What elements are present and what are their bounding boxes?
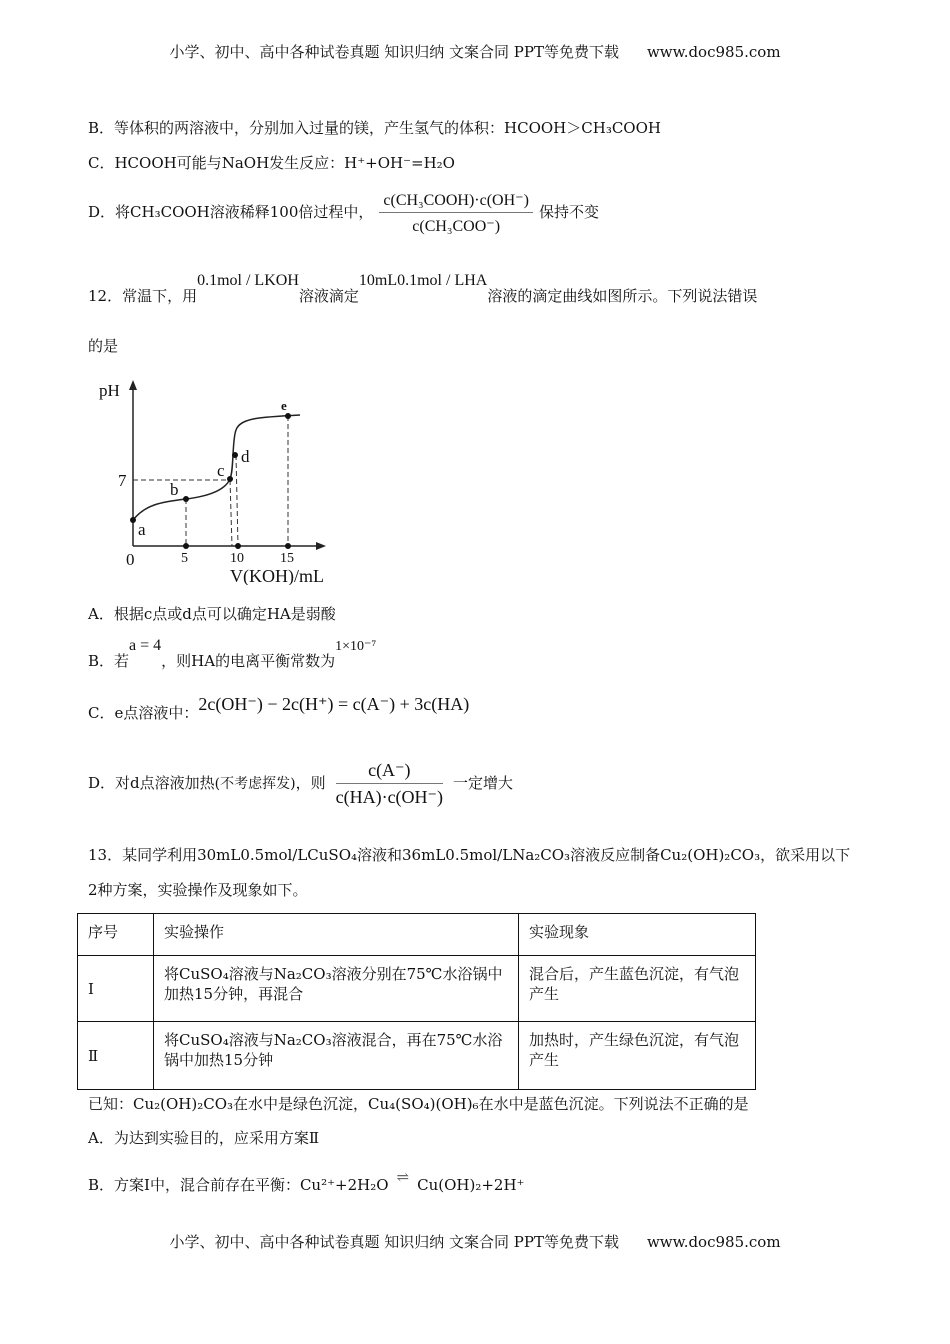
point-c xyxy=(227,476,233,482)
table-row xyxy=(78,1022,756,1090)
q12-d-paren: (不考虑挥发) xyxy=(214,776,296,792)
table-header-row xyxy=(78,914,756,956)
q13-stem-2: 2种方案，实验操作及现象如下。 xyxy=(88,881,308,899)
page-header xyxy=(0,41,950,62)
q13-option-a: A．为达到实验目的，应采用方案Ⅱ xyxy=(88,1129,320,1147)
q12-c-equation: 2c(OH⁻) − 2c(H⁺) = c(A⁻) + 3c(HA) xyxy=(198,694,470,714)
fraction-denominator: c(HA)·c(OH⁻) xyxy=(335,787,444,807)
table-cell: Ⅰ xyxy=(78,956,154,1022)
q12-text-1: 12．常温下，用 xyxy=(88,287,198,305)
q12-d-mid: ，则 xyxy=(295,774,326,792)
point-a xyxy=(130,517,136,523)
label-a: a xyxy=(138,520,146,539)
q11-d-suffix: 保持不变 xyxy=(538,203,599,221)
q12-option-b xyxy=(88,637,377,673)
q11-d-prefix: D．将CH₃COOH溶液稀释100倍过程中， xyxy=(88,203,374,221)
q11-d-fraction xyxy=(379,190,533,236)
y-axis-label: pH xyxy=(99,381,120,400)
q13-b-prefix: B．方案Ⅰ中，混合前存在平衡：Cu²⁺+2H₂O xyxy=(88,1176,389,1194)
x-tick-10: 10 xyxy=(230,551,244,566)
q12-stem xyxy=(88,272,758,307)
q12-b-prefix: B．若 xyxy=(88,652,130,670)
q12-b-math-1: a = 4 xyxy=(129,637,162,654)
q12-stem-2: 的是 xyxy=(88,337,119,355)
fraction-denominator: c(CH₃COO⁻) xyxy=(412,218,501,235)
footer-text: 小学、初中、高中各种试卷真题 知识归纳 文案合同 PPT等免费下载 xyxy=(169,1233,619,1251)
table-cell: 将CuSO₄溶液与Na₂CO₃溶液分别在75℃水浴锅中加热15分钟，再混合 xyxy=(154,956,519,1022)
q11-option-d xyxy=(88,190,599,236)
header-text: 小学、初中、高中各种试卷真题 知识归纳 文案合同 PPT等免费下载 xyxy=(169,43,619,61)
q13-known: 已知：Cu₂(OH)₂CO₃在水中是绿色沉淀，Cu₄(SO₄)(OH)₆在水中是蓝色沉淀。下列说法不正确的是 xyxy=(88,1095,749,1113)
table-cell: 混合后，产生蓝色沉淀，有气泡产生 xyxy=(519,956,756,1022)
q13-stem-1: 13．某同学利用30mL0.5mol/LCuSO₄溶液和36mL0.5mol/LNa₂CO₃溶液反应制备Cu₂(OH)₂CO₃，欲采用以下 xyxy=(88,846,851,864)
q13-option-b xyxy=(88,1168,525,1195)
table-header: 实验操作 xyxy=(154,914,519,956)
x-axis-label: V(KOH)/mL xyxy=(230,566,324,585)
label-e: e xyxy=(281,398,287,413)
guide-lines xyxy=(133,416,288,546)
label-d: d xyxy=(241,447,250,466)
q12-option-a: A．根据c点或d点可以确定HA是弱酸 xyxy=(88,605,336,623)
q12-math-1: 0.1mol / LKOH xyxy=(197,272,299,289)
header-url[interactable]: www.doc985.com xyxy=(646,43,781,61)
x-tick-15: 15 xyxy=(280,551,294,566)
y-axis-arrow-icon xyxy=(129,380,137,390)
x-axis-arrow-icon xyxy=(316,542,326,550)
q11-option-b: B．等体积的两溶液中，分别加入过量的镁，产生氢气的体积：HCOOH＞CH₃COOH xyxy=(88,119,661,137)
table-cell: Ⅱ xyxy=(78,1022,154,1090)
table-cell: 加热时，产生绿色沉淀，有气泡产生 xyxy=(519,1022,756,1090)
titration-chart xyxy=(95,375,335,585)
q12-math-2: 10mL0.1mol / LHA xyxy=(358,272,488,289)
q12-d-fraction xyxy=(336,760,443,808)
q12-b-math-2: 1×10⁻⁷ xyxy=(335,639,377,654)
label-b: b xyxy=(170,480,179,499)
table-row xyxy=(78,956,756,1022)
q12-d-prefix: D．对d点溶液加热 xyxy=(88,774,215,792)
label-c: c xyxy=(217,461,225,480)
table-header: 序号 xyxy=(78,914,154,956)
y-tick-7: 7 xyxy=(118,471,127,490)
point-d xyxy=(232,452,238,458)
q12-c-prefix: C．e点溶液中： xyxy=(88,704,199,722)
point-e xyxy=(285,413,291,419)
x-tick-0: 0 xyxy=(126,550,135,569)
equilibrium-arrow-icon: ⇌ xyxy=(396,1168,410,1186)
q12-option-c xyxy=(88,694,470,723)
fraction-numerator: c(CH₃COOH)·c(OH⁻) xyxy=(379,190,533,213)
q12-d-suffix: 一定增大 xyxy=(453,774,514,792)
table-cell: 将CuSO₄溶液与Na₂CO₃溶液混合，再在75℃水浴锅中加热15分钟 xyxy=(154,1022,519,1090)
q12-text-2: 溶液滴定 xyxy=(298,287,359,305)
fraction-numerator: c(A⁻) xyxy=(336,760,443,784)
x-tick-5: 5 xyxy=(181,551,188,566)
q12-text-3: 溶液的滴定曲线如图所示。下列说法错误 xyxy=(487,287,758,305)
q12-option-d xyxy=(88,760,513,808)
q11-option-c: C．HCOOH可能与NaOH发生反应：H⁺+OH⁻=H₂O xyxy=(88,154,455,172)
data-points xyxy=(130,413,291,549)
q13-b-suffix: Cu(OH)₂+2H⁺ xyxy=(417,1176,525,1194)
experiment-table xyxy=(77,913,756,1090)
table-header: 实验现象 xyxy=(519,914,756,956)
point-b xyxy=(183,496,189,502)
page-footer xyxy=(0,1231,950,1252)
footer-url[interactable]: www.doc985.com xyxy=(646,1233,781,1251)
q12-b-mid: ，则HA的电离平衡常数为 xyxy=(161,652,336,670)
